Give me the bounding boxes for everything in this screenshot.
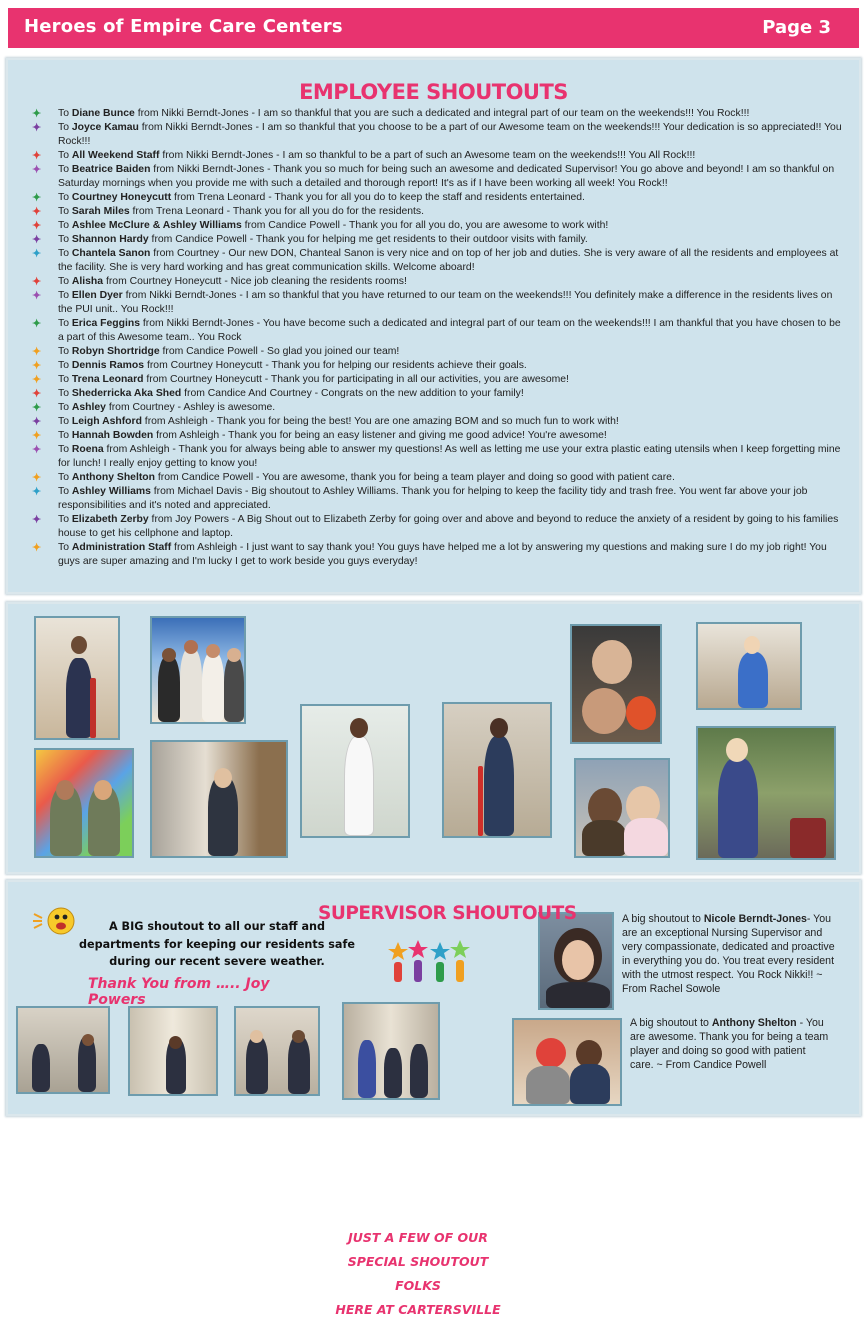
shoutout-prefix: To <box>58 192 72 203</box>
big-shoutout-line-3: during our recent severe weather. <box>109 955 325 968</box>
shoutout-item <box>30 149 845 163</box>
shoutout-list <box>30 107 845 569</box>
photo-anthony-shelton <box>512 1018 622 1106</box>
shoutout-prefix: To <box>58 234 72 245</box>
shoutout-prefix: To <box>58 430 72 441</box>
shoutout-message: from Nikki Berndt-Jones - I am so thankful to be a part of such an Awesome team on the weekends!!! You All Rock!!! <box>159 150 696 161</box>
shoutout-message: from Trena Leonard - Thank you for all you do to keep the staff and residents entertained. <box>171 192 585 203</box>
photo-hallway-2 <box>342 1002 440 1100</box>
shoutout-prefix: To <box>58 514 72 525</box>
shoutout-item <box>30 345 845 359</box>
shoutout-message: from Trena Leonard - Thank you for all you do for the residents. <box>129 206 425 217</box>
big-shoutout-line-1: A BIG shoutout to all our staff and <box>109 920 325 933</box>
shoutout-message: from Candice Powell - You are awesome, thank you for being a team player and doing so good with patient care. <box>155 472 675 483</box>
shoutout-item <box>30 247 845 275</box>
collage-caption-line-1: JUST A FEW OF OUR <box>348 1230 488 1245</box>
shoutout-message: from Nikki Berndt-Jones - Thank you so much for being such an awesome and dedicated Supervisor! You go above and beyond! I am so thankful on Saturday mornings when you provide me with such a detailed and thorough report! It's as if I have been working all week! You Rock!! <box>58 164 835 189</box>
shoutout-message: from Nikki Berndt-Jones - I am so thankful that you choose to be a part of our Awesome team on the weekends!!! Your dedication is so appreciated!! You Rock!!! <box>58 122 842 147</box>
shoutout-prefix: To <box>58 388 72 399</box>
shoutout-item <box>30 121 845 149</box>
photo-two-women-selfie <box>574 758 670 858</box>
star-bullet-icon: ✦ <box>32 402 42 414</box>
employee-shoutouts-title: EMPLOYEE SHOUTOUTS <box>299 80 568 104</box>
shoutout-recipient: Ellen Dyer <box>71 290 123 301</box>
star-bullet-icon: ✦ <box>32 374 42 386</box>
shoutout-prefix: To <box>58 206 72 217</box>
shoutout-message: from Nikki Berndt-Jones - You have become such a dedicated and integral part of our team on the weekends!!! I am thankful that you have chosen to be a part of this Awesome team.. You Rock <box>58 318 841 343</box>
shoutout-item <box>30 429 845 443</box>
photo-staff-broom <box>442 702 552 838</box>
shoutout-message: from Courtney - Our new DON, Chanteal Sanon is very nice and on top of her job and duties. She is very aware of all the residents and employees at the facility. She is very hard working and has great communication skills. Welcome aboard! <box>58 248 839 273</box>
star-bullet-icon: ✦ <box>32 416 42 428</box>
star-bullet-icon: ✦ <box>32 234 42 246</box>
shoutout-prefix: To <box>58 486 72 497</box>
shoutout-message: from Nikki Berndt-Jones - I am so thankful that you have returned to our team on the weekends!!! You definitely make a difference in the residents lives on the PUI unit.. You Rock!!! <box>58 290 833 315</box>
shoutout-prefix: To <box>58 290 72 301</box>
shoutout-item <box>30 317 845 345</box>
shoutout-prefix: To <box>58 122 72 133</box>
photo-staff-room-1 <box>16 1006 110 1094</box>
photo-staff-group-balloons <box>34 748 134 858</box>
shoutout-prefix: To <box>58 220 72 231</box>
shoutout-message: from Candice Powell - Thank you for helping me get residents to their outdoor visits with family. <box>148 234 588 245</box>
shoutout-recipient: Beatrice Baiden <box>71 164 151 175</box>
star-bullet-icon: ✦ <box>32 360 42 372</box>
shoutout-item <box>30 219 845 233</box>
shoutout-recipient: Elizabeth Zerby <box>71 514 149 525</box>
shoutout-item <box>30 359 845 373</box>
employee-shoutouts-panel <box>8 60 859 592</box>
shoutout-prefix: To <box>58 276 72 287</box>
photo-hallway-1 <box>128 1006 218 1096</box>
star-bullet-icon: ✦ <box>32 122 42 134</box>
shoutout-item <box>30 485 845 513</box>
star-bullet-icon: ✦ <box>32 192 42 204</box>
photo-group-party <box>150 616 246 724</box>
shoutout-item <box>30 401 845 415</box>
nicole-shoutout-pre: A big shoutout to <box>622 913 704 925</box>
megaphone-emoji-icon <box>32 904 76 938</box>
shoutout-item <box>30 107 845 121</box>
shoutout-recipient: Anthony Shelton <box>71 472 155 483</box>
shoutout-recipient: Ashlee McClure & Ashley Williams <box>71 220 242 231</box>
shoutout-recipient: Dennis Ramos <box>71 360 145 371</box>
big-shoutout-line-2: departments for keeping our residents safe <box>79 937 355 951</box>
shoutout-message: from Candice And Courtney - Congrats on the new addition to your family! <box>181 388 524 399</box>
star-bullet-icon: ✦ <box>32 108 42 120</box>
star-bullet-icon: ✦ <box>32 472 42 484</box>
shoutout-recipient: Hannah Bowden <box>71 430 154 441</box>
shoutout-message: from Candice Powell - So glad you joined our team! <box>159 346 400 357</box>
shoutout-message: from Ashleigh - Thank you for being the best! You are one amazing BOM and so much fun to work with! <box>141 416 619 427</box>
nicole-shoutout-text <box>622 912 844 996</box>
star-bullet-icon: ✦ <box>32 542 42 554</box>
shoutout-item <box>30 387 845 401</box>
shoutout-prefix: To <box>58 402 72 413</box>
star-bullet-icon: ✦ <box>32 150 42 162</box>
shoutout-prefix: To <box>58 472 72 483</box>
anthony-shoutout-name: Anthony Shelton <box>711 1017 797 1029</box>
shoutout-message: from Ashleigh - Thank you for always being able to answer my questions! As well as letting me use your extra plastic eating utensils when I keep forgetting mine for lunch! I really enjoy getting to know you! <box>58 444 841 469</box>
photo-cleaning-staff <box>34 616 120 740</box>
photo-doctor-white-coat <box>300 704 410 838</box>
collage-caption-line-2: SPECIAL SHOUTOUT FOLKS <box>347 1254 489 1293</box>
shoutout-recipient: Diane Bunce <box>71 108 135 119</box>
page-header <box>8 8 859 48</box>
star-bullet-icon: ✦ <box>32 276 42 288</box>
shoutout-item <box>30 205 845 219</box>
star-bullet-icon: ✦ <box>32 388 42 400</box>
shoutout-item <box>30 373 845 387</box>
collage-caption <box>328 1226 508 1322</box>
star-bullet-icon: ✦ <box>32 220 42 232</box>
shoutout-prefix: To <box>58 346 72 357</box>
star-bullet-icon: ✦ <box>32 346 42 358</box>
shoutout-item <box>30 513 845 541</box>
shoutout-recipient: Administration Staff <box>71 542 172 553</box>
shoutout-recipient: Courtney Honeycutt <box>71 192 172 203</box>
shoutout-recipient: Alisha <box>71 276 104 287</box>
star-bullet-icon: ✦ <box>32 318 42 330</box>
shoutout-message: from Courtney Honeycutt - Thank you for participating in all our activities, you are awesome! <box>143 374 569 385</box>
shoutout-recipient: Trena Leonard <box>71 374 144 385</box>
shoutout-recipient: Sarah Miles <box>71 206 130 217</box>
photo-selfie-masks <box>570 624 662 744</box>
nicole-shoutout-name: Nicole Berndt-Jones <box>703 913 807 925</box>
anthony-shoutout-body: - You are awesome. Thank you for being a team player and doing so good with patient care. ~ From Candice Powell <box>630 1017 829 1071</box>
photo-staff-doorway <box>150 740 288 858</box>
collage-caption-line-3: HERE AT CARTERSVILLE <box>335 1302 501 1317</box>
shoutout-prefix: To <box>58 108 72 119</box>
shoutout-prefix: To <box>58 150 72 161</box>
shoutout-message: from Candice Powell - Thank you for all you do, you are awesome to work with! <box>241 220 609 231</box>
photo-nicole-berndt-jones <box>538 912 614 1010</box>
shoutout-message: from Courtney - Ashley is awesome. <box>105 402 276 413</box>
shoutout-prefix: To <box>58 444 72 455</box>
shoutout-prefix: To <box>58 542 72 553</box>
star-bullet-icon: ✦ <box>32 486 42 498</box>
star-bullet-icon: ✦ <box>32 206 42 218</box>
shoutout-recipient: All Weekend Staff <box>71 150 160 161</box>
shoutout-prefix: To <box>58 374 72 385</box>
shoutout-message: from Joy Powers - A Big Shout out to Elizabeth Zerby for going over and above and beyond to reduce the anxiety of a resident by going to his families house to get his cellphone and laptop. <box>58 514 839 539</box>
shoutout-item <box>30 191 845 205</box>
shoutout-recipient: Leigh Ashford <box>71 416 142 427</box>
star-bullet-icon: ✦ <box>32 444 42 456</box>
shoutout-message: from Ashleigh - Thank you for being an easy listener and giving me good advice! You're awesome! <box>153 430 607 441</box>
star-bullet-icon: ✦ <box>32 514 42 526</box>
anthony-shoutout-pre: A big shoutout to <box>630 1017 712 1029</box>
shoutout-item <box>30 443 845 471</box>
shoutout-item <box>30 233 845 247</box>
shoutout-recipient: Roena <box>71 444 104 455</box>
kids-stars-clipart-icon <box>388 940 472 986</box>
thank-you-signature: Thank You from ….. Joy Powers <box>88 976 270 1008</box>
star-bullet-icon: ✦ <box>32 164 42 176</box>
shoutout-item <box>30 289 845 317</box>
photo-staff-room-2 <box>234 1006 320 1096</box>
shoutout-item <box>30 275 845 289</box>
photo-nurse-station <box>696 622 802 710</box>
shoutout-item <box>30 541 845 569</box>
big-shoutout-message <box>78 918 356 971</box>
page-number: Page 3 <box>762 17 831 38</box>
nicole-shoutout-body: - You are an exceptional Nursing Supervisor and very compassionate, dedicated and proactive in everything you do. You treat every resident with the utmost respect. You Rock Nikki!! ~ From Rachel Sowole <box>622 913 835 995</box>
shoutout-recipient: Erica Feggins <box>71 318 141 329</box>
shoutout-prefix: To <box>58 248 72 259</box>
shoutout-recipient: Robyn Shortridge <box>71 346 160 357</box>
shoutout-message: from Ashleigh - I just want to say thank you! You guys have helped me a lot by answering my questions and making sure I do my job right! You guys are super amazing and I'm lucky I get to work beside you guys everyday! <box>58 542 827 567</box>
shoutout-recipient: Chantela Sanon <box>71 248 151 259</box>
photo-staff-outdoors <box>696 726 836 860</box>
shoutout-recipient: Shederricka Aka Shed <box>71 388 182 399</box>
anthony-shoutout-text <box>630 1016 830 1072</box>
shoutout-item <box>30 163 845 191</box>
shoutout-message: from Courtney Honeycutt - Thank you for helping our residents achieve their goals. <box>144 360 527 371</box>
star-bullet-icon: ✦ <box>32 290 42 302</box>
shoutout-message: from Courtney Honeycutt - Nice job cleaning the residents rooms! <box>103 276 407 287</box>
shoutout-message: from Nikki Berndt-Jones - I am so thankful that you are such a dedicated and integral part of our team on the weekends!!! You Rock!!! <box>134 108 750 119</box>
shoutout-recipient: Ashley <box>71 402 106 413</box>
shoutout-prefix: To <box>58 164 72 175</box>
shoutout-prefix: To <box>58 318 72 329</box>
star-bullet-icon: ✦ <box>32 430 42 442</box>
shoutout-recipient: Shannon Hardy <box>71 234 149 245</box>
newsletter-title: Heroes of Empire Care Centers <box>24 16 343 37</box>
supervisor-shoutouts-title: SUPERVISOR SHOUTOUTS <box>318 903 577 924</box>
shoutout-item <box>30 471 845 485</box>
shoutout-recipient: Ashley Williams <box>71 486 151 497</box>
shoutout-message: from Michael Davis - Big shoutout to Ashley Williams. Thank you for helping to keep the facility tidy and trash free. You went far above your job responsibilities and it's noted and appreciated. <box>58 486 808 511</box>
shoutout-prefix: To <box>58 416 72 427</box>
shoutout-item <box>30 415 845 429</box>
star-bullet-icon: ✦ <box>32 248 42 260</box>
shoutout-prefix: To <box>58 360 72 371</box>
shoutout-recipient: Joyce Kamau <box>71 122 139 133</box>
